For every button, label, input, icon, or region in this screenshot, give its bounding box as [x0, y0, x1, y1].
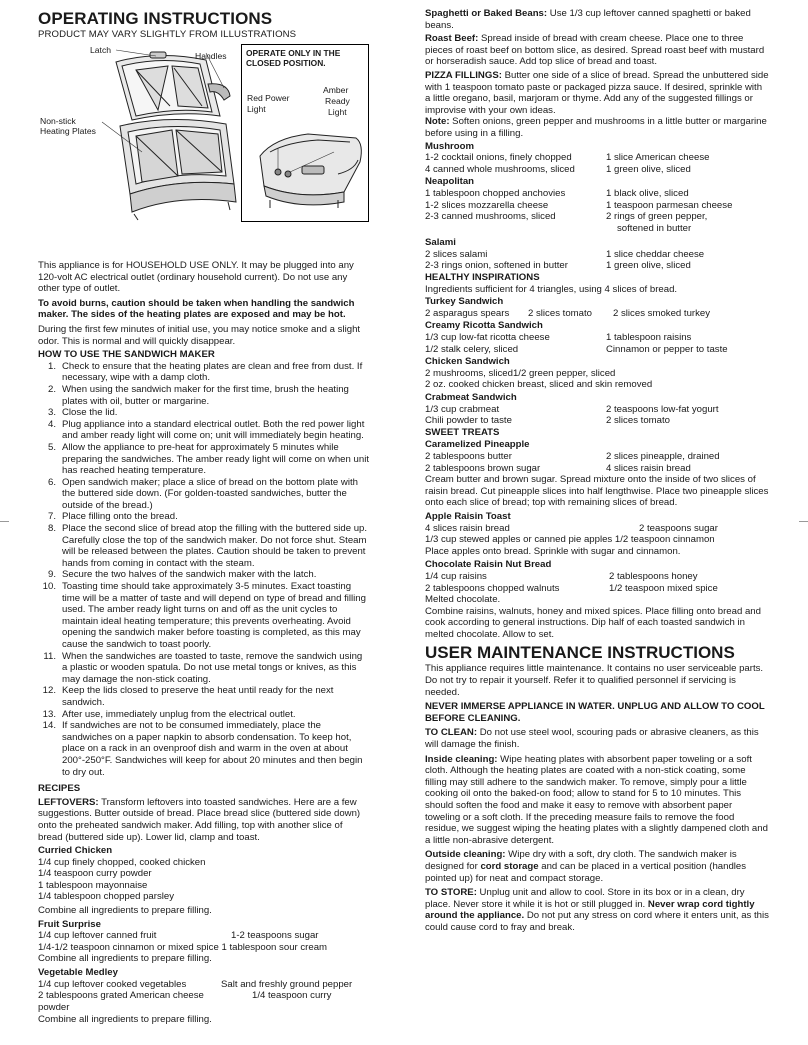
- amber-label-3: Light: [328, 107, 347, 117]
- steps-list: [38, 361, 369, 778]
- to-store-paragraph: TO STORE: Unplug unit and allow to cool. Store in its box or in a clean, dry place. Never store it while it is hot or still plugged in. Never wrap cord tightly around the appliance. Do not put any stress on cord where it enters unit, as this could cause cord to fray and break.: [425, 887, 769, 933]
- recipe-row: 1-2 cocktail onions, finely chopped 1 slice American cheese: [425, 152, 710, 164]
- recipe-row: 2-3 canned mushrooms, sliced 2 rings of green pepper,: [425, 211, 708, 223]
- step-item: 5. Allow the appliance to pre-heat for approximately 5 minutes while preparing the sandwiches. The amber ready light will come on when unit has reached heating temperature.: [47, 441, 369, 477]
- recipe-row: 2 tablespoons grated American cheese 1/4 teaspoon curry: [38, 990, 332, 1002]
- nonstick-label-2: Heating Plates: [40, 126, 96, 136]
- amber-label-1: Amber: [323, 85, 349, 95]
- recipe-row: Chili powder to taste 2 slices tomato: [425, 415, 670, 427]
- left-column: [38, 8, 369, 1026]
- recipe-method: Combine raisins, walnuts, honey and mixed spices. Place filling onto bread and cook according to general instructions. Dip half of each toasted sandwich in melted chocolate. Allow to set.: [425, 605, 761, 640]
- curried-chicken-title: Curried Chicken: [38, 845, 113, 857]
- recipe-line: 1/4 tablespoon chopped parsley: [38, 891, 175, 903]
- crop-mark: [799, 521, 808, 522]
- turkey-title: Turkey Sandwich: [425, 296, 504, 308]
- step-item: 8. Place the second slice of bread atop the filling with the buttered side up. Carefully close the top of the sandwich maker. Do not force shut. Steam will be released between the plates. Caution should be taken to prevent hands from coming in contact with the steam.: [47, 523, 368, 569]
- neapolitan-title: Neapolitan: [425, 176, 475, 188]
- fruit-surprise-title: Fruit Surprise: [38, 918, 101, 930]
- household-note: This appliance is for HOUSEHOLD USE ONLY. It may be plugged into any 120-volt AC electrical outlet (ordinary household current). Do not use any other type of outlet.: [38, 260, 354, 295]
- chocolate-raisin-title: Chocolate Raisin Nut Bread: [425, 559, 552, 571]
- roast-beef-paragraph: Roast Beef: Spread inside of bread with cream cheese. Place one to three pieces of roast beef on bottom slice, as desired. Spread roast beef with mustard or horseradish sauce. Add top slice of bread and toast.: [425, 33, 765, 68]
- recipe-method: Place apples onto bread. Sprinkle with sugar and cinnamon.: [425, 545, 681, 557]
- step-item: 4. Plug appliance into a standard electrical outlet. Both the red power light and amber ready light will come on; unit will immediately begin heating.: [47, 418, 365, 442]
- apple-raisin-title: Apple Raisin Toast: [425, 510, 511, 522]
- healthy-intro: Ingredients sufficient for 4 triangles, using 4 slices of bread.: [425, 283, 678, 295]
- step-item: 13. After use, immediately unplug from the electrical outlet.: [42, 708, 296, 720]
- red-power-label-2: Light: [247, 104, 266, 114]
- outside-cleaning-paragraph: Outside cleaning: Wipe dry with a soft, dry cloth. The sandwich maker is designed for cord storage and can be placed in a vertical position (handles pointed up) for neat and compact storage.: [425, 849, 747, 884]
- recipe-row: 1 tablespoon chopped anchovies 1 black olive, sliced: [425, 187, 689, 199]
- recipe-row: 1/3 cup low-fat ricotta cheese 1 tablespoon raisins: [425, 332, 692, 344]
- step-item: 14. If sandwiches are not to be consumed immediately, place the sandwiches on a paper napkin to absorb condensation. To keep hot, place on a rack in an ovenproof dish and warm in the oven at about 200°-250°F. Sandwiches will keep for about 20 minutes and then begin to dry out.: [42, 720, 363, 778]
- recipe-row: 1/3 cup crabmeat 2 teaspoons low-fat yogurt: [425, 403, 719, 415]
- recipe-line: Melted chocolate.: [425, 594, 501, 606]
- recipe-note: Combine all ingredients to prepare filling.: [38, 953, 212, 965]
- to-clean-paragraph: TO CLEAN: Do not use steel wool, scouring pads or abrasive cleaners, as this will damage the finish.: [425, 727, 759, 751]
- recipe-line: 1/4 cup finely chopped, cooked chicken: [38, 856, 206, 868]
- recipe-row: 2 slices salami 1 slice cheddar cheese: [425, 248, 705, 260]
- handles-label: Handles: [195, 51, 227, 61]
- recipe-row: 4 canned whole mushrooms, sliced 1 green olive, sliced: [425, 163, 691, 175]
- pineapple-title: Caramelized Pineapple: [425, 439, 530, 451]
- recipe-row: 1/4 cup leftover canned fruit 1-2 teaspoons sugar: [38, 930, 319, 942]
- recipe-line: 1 tablespoon mayonnaise: [38, 879, 148, 891]
- recipe-line: 2 oz. cooked chicken breast, sliced and skin removed: [425, 379, 653, 391]
- step-item: 3. Close the lid.: [47, 407, 118, 419]
- step-item: 2. When using the sandwich maker for the first time, brush the heating plates with oil, butter or margarine.: [47, 383, 349, 407]
- pizza-paragraph: PIZZA FILLINGS: Butter one side of a slice of bread. Spread the unbuttered side with 1 teaspoon tomato paste or packaged pizza sauce. If desired, sprinkle with a little oregano, basil, marjoram or thyme. Add any of the suggested fillings or improvise with your own ideas.: [425, 69, 769, 116]
- nonstick-label-1: Non-stick: [40, 116, 76, 126]
- recipe-row: 1/4 cup leftover cooked vegetables Salt and freshly ground pepper: [38, 978, 353, 990]
- product-illustration: [38, 44, 369, 222]
- recipe-row: 2 tablespoons butter 2 slices pineapple, drained: [425, 450, 720, 462]
- amber-label-2: Ready: [325, 96, 350, 106]
- recipe-line: 1/3 cup stewed apples or canned pie apples 1/2 teaspoon cinnamon: [425, 534, 715, 546]
- recipe-line: powder: [38, 1001, 70, 1013]
- latch-label: Latch: [90, 45, 112, 55]
- page-title: OPERATING INSTRUCTIONS: [38, 9, 273, 28]
- recipe-line: 1/4-1/2 teaspoon cinnamon or mixed spice 1 tablespoon sour cream: [38, 941, 328, 953]
- chicken-title: Chicken Sandwich: [425, 356, 510, 368]
- never-immerse-warning: NEVER IMMERSE APPLIANCE IN WATER. UNPLUG AND ALLOW TO COOL BEFORE CLEANING.: [425, 701, 765, 724]
- how-to-heading: HOW TO USE THE SANDWICH MAKER: [38, 349, 215, 361]
- red-power-label-1: Red Power: [247, 93, 290, 103]
- recipe-row: 1-2 slices mozzarella cheese 1 teaspoon parmesan cheese: [425, 199, 733, 211]
- healthy-heading: HEALTHY INSPIRATIONS: [425, 272, 540, 284]
- recipe-row: 2 tablespoons chopped walnuts 1/2 teaspoon mixed spice: [425, 582, 718, 594]
- recipe-note: Combine all ingredients to prepare filling.: [38, 1014, 212, 1026]
- sweet-heading: SWEET TREATS: [425, 426, 500, 438]
- burns-warning: To avoid burns, caution should be taken when handling the sandwich maker. The sides of the heating plates are exposed and may be hot.: [38, 297, 355, 321]
- vegetable-medley-title: Vegetable Medley: [38, 967, 118, 979]
- latch-part: [150, 52, 166, 58]
- recipe-row: 2 asparagus spears 2 slices tomato 2 slices smoked turkey: [425, 307, 711, 319]
- recipe-note: Combine all ingredients to prepare filling.: [38, 905, 212, 917]
- recipe-row: 2-3 rings onion, softened in butter 1 green olive, sliced: [425, 260, 691, 272]
- step-item: 11. When the sandwiches are toasted to taste, remove the sandwich using a plastic or wooden spatula. Do not use metal tongs or knives, as this may damage the non-stick coating.: [43, 650, 363, 685]
- crabmeat-title: Crabmeat Sandwich: [425, 392, 517, 403]
- leftovers-paragraph: LEFTOVERS: Transform leftovers into toasted sandwiches. Here are a few suggestions. Butter outside of bread. Place bread slice (buttered side down) onto the preheated sandwich maker. Add filling, top with another slice of bread (buttered side up). Lower lid, clamp and toast.: [38, 796, 361, 843]
- operate-closed-note: OPERATE ONLY IN THE CLOSED POSITION.: [246, 48, 341, 69]
- recipe-row: 1/4 cup raisins 2 tablespoons honey: [425, 570, 698, 582]
- recipe-row: 1/2 stalk celery, sliced Cinnamon or pepper to taste: [425, 343, 728, 355]
- mushroom-title: Mushroom: [425, 140, 475, 152]
- recipe-line: 1/4 teaspoon curry powder: [38, 868, 152, 880]
- smoke-note: During the first few minutes of initial use, you may notice smoke and a slight odor. This is normal and will quickly disappear.: [38, 323, 361, 347]
- recipe-row: 4 slices raisin bread 2 teaspoons sugar: [425, 522, 718, 534]
- spaghetti-paragraph: Spaghetti or Baked Beans: Use 1/3 cup leftover canned spaghetti or baked beans.: [425, 8, 751, 31]
- recipes-heading: RECIPES: [38, 783, 81, 795]
- maintenance-intro: This appliance requires little maintenance. It contains no user serviceable parts. Do not try to repair it yourself. Refer it to qualified personnel if servicing is needed.: [425, 663, 764, 698]
- recipe-row: 2 tablespoons brown sugar 4 slices raisin bread: [425, 462, 691, 474]
- step-item: 6. Open sandwich maker; place a slice of bread on the bottom plate with the buttered side down. (For golden-toasted sandwiches, butter the outside of the bread.): [47, 476, 358, 511]
- step-item: 10. Toasting time should take approximately 3-5 minutes. Exact toasting time will be a matter of taste and will depend on type of bread and filling used. The amber ready light turns on and off as the unit cycles to maintain ideal heating temperature; this prevents overheating. Avoid opening the sandwich maker before toasting is completed, as this may cause the sandwich to toast poorly.: [42, 581, 366, 650]
- page-subtitle: PRODUCT MAY VARY SLIGHTLY FROM ILLUSTRATIONS: [38, 29, 297, 40]
- salami-title: Salami: [425, 237, 456, 249]
- maintenance-heading: USER MAINTENANCE INSTRUCTIONS: [425, 643, 735, 663]
- recipe-row: softened in butter: [617, 222, 692, 234]
- ricotta-title: Creamy Ricotta Sandwich: [425, 320, 543, 332]
- right-column: [425, 8, 770, 934]
- inside-cleaning-paragraph: Inside cleaning: Wipe heating plates with absorbent paper toweling or a soft cloth. Although the heating plates are coated with a non-stick coating, some filling may still adhere to the sandwich maker. To remove, simply pour a little cooking oil onto the baked-on food; allow to stand for 5 to 10 minutes. This should soften the food and make it easy to remove with absorbent paper toweling or a soft cloth. If the preceding measure fails to remove the food residue, we suggest wiping the heating plates with a slightly dampened cloth and a little non-abrasive detergent.: [425, 753, 768, 846]
- step-item: 7. Place filling onto the bread.: [47, 511, 178, 523]
- closed-position-box: [241, 44, 369, 222]
- recipe-method: Cream butter and brown sugar. Spread mixture onto the inside of two slices of raisin bread. Cut pineapple slices into half lengthwise. Place two pineapple slices onto each slice of bread; top with remaining slices of bread.: [425, 474, 769, 509]
- step-item: 9. Secure the two halves of the sandwich maker with the latch.: [47, 569, 317, 581]
- crop-mark: [0, 521, 9, 522]
- step-item: 12. Keep the lids closed to preserve the heat until ready for the next sandwich.: [42, 685, 334, 708]
- recipe-line: 2 mushrooms, sliced1/2 green pepper, sliced: [425, 367, 616, 379]
- step-item: 1. Check to ensure that the heating plates are clean and free from dust. If necessary, wipe with a damp cloth.: [47, 360, 363, 384]
- pizza-note: Note: Soften onions, green pepper and mushrooms in a little butter or margarine before using in a filling.: [425, 116, 767, 139]
